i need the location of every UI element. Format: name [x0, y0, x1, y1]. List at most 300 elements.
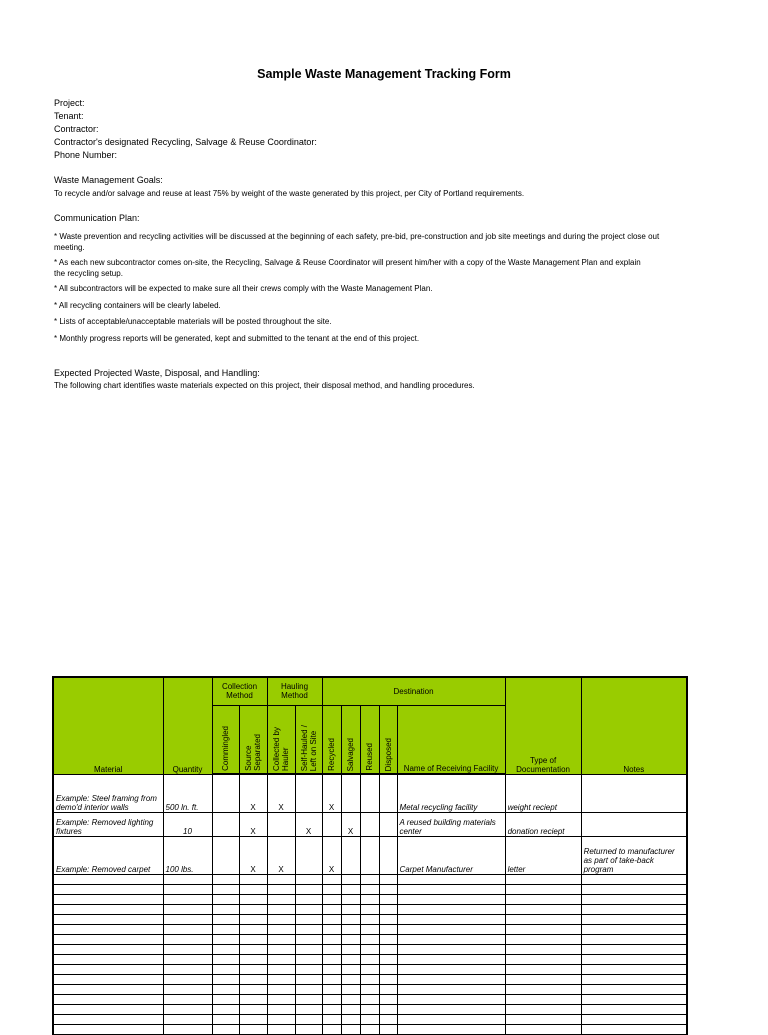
facility-cell[interactable] [397, 994, 505, 1004]
facility-cell[interactable] [397, 884, 505, 894]
recycled-cell[interactable] [322, 924, 341, 934]
source-cell[interactable]: X [239, 812, 267, 836]
recycled-cell[interactable] [322, 974, 341, 984]
notes-cell[interactable] [581, 904, 687, 914]
self-hauled-cell[interactable] [295, 994, 322, 1004]
quantity-cell[interactable] [163, 914, 212, 924]
col-recycled-header: Recycled [322, 705, 341, 774]
collected-cell[interactable] [267, 1004, 295, 1014]
source-cell[interactable] [239, 924, 267, 934]
self-hauled-cell[interactable] [295, 884, 322, 894]
documentation-cell[interactable] [505, 1014, 581, 1024]
recycled-cell[interactable] [322, 1014, 341, 1024]
source-cell[interactable] [239, 944, 267, 954]
disposed-cell[interactable] [379, 904, 397, 914]
facility-cell[interactable]: Carpet Manufacturer [397, 836, 505, 874]
recycled-cell[interactable]: X [322, 774, 341, 812]
self-hauled-cell[interactable] [295, 904, 322, 914]
material-cell[interactable] [53, 1014, 163, 1024]
salvaged-cell[interactable] [341, 774, 360, 812]
collected-cell[interactable] [267, 984, 295, 994]
disposed-cell[interactable] [379, 954, 397, 964]
documentation-cell[interactable] [505, 984, 581, 994]
self-hauled-cell[interactable] [295, 934, 322, 944]
empty-table-row [53, 914, 687, 924]
salvaged-cell[interactable] [341, 836, 360, 874]
notes-cell[interactable] [581, 914, 687, 924]
disposed-cell[interactable] [379, 774, 397, 812]
material-cell[interactable] [53, 904, 163, 914]
collected-cell[interactable] [267, 934, 295, 944]
reused-cell[interactable] [360, 774, 379, 812]
commingled-cell[interactable] [212, 994, 239, 1004]
reused-cell[interactable] [360, 904, 379, 914]
quantity-cell[interactable] [163, 934, 212, 944]
source-cell[interactable] [239, 914, 267, 924]
disposed-cell[interactable] [379, 984, 397, 994]
salvaged-cell[interactable] [341, 914, 360, 924]
material-cell[interactable] [53, 984, 163, 994]
documentation-cell[interactable] [505, 1004, 581, 1014]
communication-item: * All subcontractors will be expected to make sure all their crews comply with the Waste Management Plan. [54, 284, 433, 293]
commingled-cell[interactable] [212, 984, 239, 994]
reused-cell[interactable] [360, 874, 379, 884]
material-cell[interactable] [53, 1024, 163, 1034]
notes-cell[interactable] [581, 924, 687, 934]
commingled-cell[interactable] [212, 1004, 239, 1014]
source-cell[interactable]: X [239, 774, 267, 812]
reused-cell[interactable] [360, 944, 379, 954]
collected-cell[interactable] [267, 924, 295, 934]
commingled-cell[interactable] [212, 914, 239, 924]
communication-item: * Waste prevention and recycling activities will be discussed at the beginning of each safety, pre-bid, pre-construction and job site meetings and during the project close out meeting. [54, 232, 660, 252]
salvaged-cell[interactable] [341, 924, 360, 934]
documentation-cell[interactable] [505, 944, 581, 954]
documentation-cell[interactable] [505, 904, 581, 914]
disposed-cell[interactable] [379, 924, 397, 934]
communication-item: * Monthly progress reports will be generated, kept and submitted to the tenant at the end of this project. [54, 333, 420, 343]
notes-cell[interactable] [581, 774, 687, 812]
quantity-cell[interactable] [163, 994, 212, 1004]
notes-cell[interactable] [581, 934, 687, 944]
contractor-label: Contractor: [54, 124, 99, 134]
empty-table-row [53, 944, 687, 954]
salvaged-cell[interactable] [341, 954, 360, 964]
source-cell[interactable] [239, 884, 267, 894]
empty-table-row [53, 964, 687, 974]
salvaged-cell[interactable] [341, 894, 360, 904]
material-cell[interactable]: Example: Steel framing from demo'd interior walls [53, 774, 163, 812]
waste-tracking-table [52, 676, 688, 1035]
facility-cell[interactable] [397, 944, 505, 954]
commingled-cell[interactable] [212, 774, 239, 812]
recycled-cell[interactable] [322, 874, 341, 884]
recycled-cell[interactable] [322, 994, 341, 1004]
quantity-cell[interactable] [163, 974, 212, 984]
recycled-cell[interactable]: X [322, 836, 341, 874]
communication-section [54, 212, 704, 344]
quantity-cell[interactable] [163, 884, 212, 894]
reused-cell[interactable] [360, 954, 379, 964]
facility-cell[interactable] [397, 874, 505, 884]
salvaged-cell[interactable] [341, 904, 360, 914]
recycled-cell[interactable] [322, 894, 341, 904]
salvaged-cell[interactable] [341, 1004, 360, 1014]
salvaged-cell[interactable] [341, 984, 360, 994]
disposed-cell[interactable] [379, 884, 397, 894]
destination-header: Destination [322, 677, 505, 705]
quantity-cell[interactable]: 10 [163, 812, 212, 836]
collected-cell[interactable] [267, 1014, 295, 1024]
documentation-cell[interactable] [505, 874, 581, 884]
commingled-cell[interactable] [212, 944, 239, 954]
self-hauled-cell[interactable] [295, 944, 322, 954]
reused-cell[interactable] [360, 984, 379, 994]
facility-cell[interactable]: Metal recycling facility [397, 774, 505, 812]
communication-item: * Lists of acceptable/unacceptable materials will be posted throughout the site. [54, 317, 332, 326]
self-hauled-cell[interactable] [295, 774, 322, 812]
documentation-cell[interactable]: donation reciept [505, 812, 581, 836]
col-collected-by-hauler-header: Collected by Hauler [267, 705, 295, 774]
documentation-cell[interactable] [505, 884, 581, 894]
material-cell[interactable]: Example: Removed lighting fixtures [53, 812, 163, 836]
expected-text: The following chart identifies waste materials expected on this project, their disposal method, and handling procedures. [54, 381, 475, 390]
commingled-cell[interactable] [212, 884, 239, 894]
quantity-cell[interactable] [163, 894, 212, 904]
collected-cell[interactable] [267, 964, 295, 974]
recycled-cell[interactable] [322, 944, 341, 954]
page-title: Sample Waste Management Tracking Form [257, 67, 511, 81]
phone-label: Phone Number: [54, 150, 118, 160]
recycled-cell[interactable] [322, 954, 341, 964]
col-quantity-header: Quantity [163, 677, 212, 774]
recycled-cell[interactable] [322, 904, 341, 914]
facility-cell[interactable]: A reused building materials center [397, 812, 505, 836]
material-cell[interactable] [53, 1004, 163, 1014]
commingled-cell[interactable] [212, 836, 239, 874]
commingled-cell[interactable] [212, 812, 239, 836]
source-cell[interactable] [239, 954, 267, 964]
commingled-cell[interactable] [212, 1014, 239, 1024]
facility-cell[interactable] [397, 974, 505, 984]
goals-heading: Waste Management Goals: [54, 175, 163, 185]
disposed-cell[interactable] [379, 974, 397, 984]
material-cell[interactable] [53, 924, 163, 934]
source-cell[interactable] [239, 1014, 267, 1024]
documentation-cell[interactable] [505, 974, 581, 984]
collected-cell[interactable] [267, 874, 295, 884]
quantity-cell[interactable] [163, 984, 212, 994]
self-hauled-cell[interactable] [295, 964, 322, 974]
quantity-cell[interactable] [163, 964, 212, 974]
self-hauled-cell[interactable]: X [295, 812, 322, 836]
source-cell[interactable] [239, 974, 267, 984]
communication-heading: Communication Plan: [54, 213, 140, 223]
recycled-cell[interactable] [322, 984, 341, 994]
source-cell[interactable] [239, 964, 267, 974]
recycled-cell[interactable] [322, 812, 341, 836]
self-hauled-cell[interactable] [295, 1014, 322, 1024]
collected-cell[interactable] [267, 954, 295, 964]
facility-cell[interactable] [397, 984, 505, 994]
collected-cell[interactable] [267, 884, 295, 894]
self-hauled-cell[interactable] [295, 974, 322, 984]
source-cell[interactable] [239, 874, 267, 884]
disposed-cell[interactable] [379, 1014, 397, 1024]
material-cell[interactable] [53, 994, 163, 1004]
disposed-cell[interactable] [379, 934, 397, 944]
coordinator-label: Contractor's designated Recycling, Salvage & Reuse Coordinator: [54, 137, 317, 147]
notes-cell[interactable] [581, 944, 687, 954]
reused-cell[interactable] [360, 964, 379, 974]
collected-cell[interactable]: X [267, 836, 295, 874]
salvaged-cell[interactable]: X [341, 812, 360, 836]
notes-cell[interactable] [581, 894, 687, 904]
documentation-cell[interactable]: weight reciept [505, 774, 581, 812]
self-hauled-cell[interactable] [295, 874, 322, 884]
salvaged-cell[interactable] [341, 1014, 360, 1024]
table-row [53, 812, 687, 836]
empty-table-row [53, 1014, 687, 1024]
disposed-cell[interactable] [379, 964, 397, 974]
notes-cell[interactable] [581, 1014, 687, 1024]
collected-cell[interactable] [267, 894, 295, 904]
reused-cell[interactable] [360, 884, 379, 894]
disposed-cell[interactable] [379, 1024, 397, 1034]
commingled-cell[interactable] [212, 964, 239, 974]
documentation-cell[interactable] [505, 924, 581, 934]
expected-section [54, 367, 704, 392]
quantity-cell[interactable] [163, 874, 212, 884]
documentation-cell[interactable] [505, 894, 581, 904]
material-cell[interactable] [53, 974, 163, 984]
collected-cell[interactable] [267, 974, 295, 984]
commingled-cell[interactable] [212, 954, 239, 964]
collected-cell[interactable]: X [267, 774, 295, 812]
source-cell[interactable] [239, 1024, 267, 1034]
table-row [53, 774, 687, 812]
facility-cell[interactable] [397, 1014, 505, 1024]
salvaged-cell[interactable] [341, 1024, 360, 1034]
self-hauled-cell[interactable] [295, 1004, 322, 1014]
documentation-cell[interactable] [505, 1024, 581, 1034]
collected-cell[interactable] [267, 944, 295, 954]
tenant-label: Tenant: [54, 111, 84, 121]
notes-cell[interactable] [581, 964, 687, 974]
source-cell[interactable] [239, 904, 267, 914]
commingled-cell[interactable] [212, 1024, 239, 1034]
disposed-cell[interactable] [379, 914, 397, 924]
col-documentation-header: Type of Documentation [505, 677, 581, 774]
salvaged-cell[interactable] [341, 944, 360, 954]
documentation-cell[interactable] [505, 994, 581, 1004]
communication-item: * All recycling containers will be clearly labeled. [54, 300, 221, 310]
col-facility-header: Name of Receiving Facility [397, 705, 505, 774]
reused-cell[interactable] [360, 994, 379, 1004]
communication-item: * As each new subcontractor comes on-site, the Recycling, Salvage & Reuse Coordinator will present him/her with a copy of the Waste Management Plan and explain the recycling setup. [54, 258, 641, 278]
reused-cell[interactable] [360, 1014, 379, 1024]
recycled-cell[interactable] [322, 914, 341, 924]
col-commingled-header: Commingled [212, 705, 239, 774]
facility-cell[interactable] [397, 924, 505, 934]
empty-table-row [53, 934, 687, 944]
material-cell[interactable] [53, 934, 163, 944]
reused-cell[interactable] [360, 914, 379, 924]
recycled-cell[interactable] [322, 1004, 341, 1014]
commingled-cell[interactable] [212, 974, 239, 984]
quantity-cell[interactable] [163, 1024, 212, 1034]
salvaged-cell[interactable] [341, 974, 360, 984]
material-cell[interactable] [53, 914, 163, 924]
salvaged-cell[interactable] [341, 884, 360, 894]
hauling-method-header: Hauling Method [267, 677, 322, 705]
empty-table-row [53, 974, 687, 984]
self-hauled-cell[interactable] [295, 954, 322, 964]
table-row [53, 836, 687, 874]
material-cell[interactable] [53, 944, 163, 954]
self-hauled-cell[interactable] [295, 914, 322, 924]
recycled-cell[interactable] [322, 884, 341, 894]
notes-cell[interactable] [581, 884, 687, 894]
reused-cell[interactable] [360, 836, 379, 874]
quantity-cell[interactable]: 100 lbs. [163, 836, 212, 874]
quantity-cell[interactable] [163, 904, 212, 914]
documentation-cell[interactable]: letter [505, 836, 581, 874]
notes-cell[interactable] [581, 974, 687, 984]
source-cell[interactable] [239, 894, 267, 904]
empty-table-row [53, 874, 687, 884]
collected-cell[interactable] [267, 994, 295, 1004]
salvaged-cell[interactable] [341, 934, 360, 944]
recycled-cell[interactable] [322, 934, 341, 944]
quantity-cell[interactable] [163, 924, 212, 934]
facility-cell[interactable] [397, 894, 505, 904]
collected-cell[interactable] [267, 812, 295, 836]
material-cell[interactable] [53, 874, 163, 884]
notes-cell[interactable] [581, 874, 687, 884]
self-hauled-cell[interactable] [295, 984, 322, 994]
quantity-cell[interactable] [163, 1014, 212, 1024]
goals-text: To recycle and/or salvage and reuse at least 75% by weight of the waste generated by this project, per City of Portland requirements. [54, 189, 525, 198]
disposed-cell[interactable] [379, 1004, 397, 1014]
salvaged-cell[interactable] [341, 964, 360, 974]
disposed-cell[interactable] [379, 894, 397, 904]
reused-cell[interactable] [360, 924, 379, 934]
empty-table-row [53, 984, 687, 994]
notes-cell[interactable] [581, 812, 687, 836]
commingled-cell[interactable] [212, 874, 239, 884]
self-hauled-cell[interactable] [295, 924, 322, 934]
quantity-cell[interactable] [163, 1004, 212, 1014]
facility-cell[interactable] [397, 934, 505, 944]
self-hauled-cell[interactable] [295, 1024, 322, 1034]
notes-cell[interactable] [581, 994, 687, 1004]
col-self-hauled-header: Self-Hauled / Left on Site [295, 705, 322, 774]
reused-cell[interactable] [360, 894, 379, 904]
notes-cell[interactable]: Returned to manufacturer as part of take-back program [581, 836, 687, 874]
collected-cell[interactable] [267, 1024, 295, 1034]
source-cell[interactable] [239, 984, 267, 994]
source-cell[interactable] [239, 934, 267, 944]
material-cell[interactable] [53, 954, 163, 964]
material-cell[interactable] [53, 884, 163, 894]
empty-table-row [53, 1004, 687, 1014]
salvaged-cell[interactable] [341, 874, 360, 884]
col-material-header: Material [53, 677, 163, 774]
reused-cell[interactable] [360, 812, 379, 836]
commingled-cell[interactable] [212, 924, 239, 934]
recycled-cell[interactable] [322, 964, 341, 974]
project-info [54, 97, 704, 162]
collected-cell[interactable] [267, 904, 295, 914]
self-hauled-cell[interactable] [295, 836, 322, 874]
material-cell[interactable]: Example: Removed carpet [53, 836, 163, 874]
notes-cell[interactable] [581, 984, 687, 994]
disposed-cell[interactable] [379, 944, 397, 954]
empty-table-row [53, 994, 687, 1004]
expected-heading: Expected Projected Waste, Disposal, and Handling: [54, 368, 260, 378]
project-label: Project: [54, 98, 85, 108]
col-source-separated-header: Source Separated [239, 705, 267, 774]
reused-cell[interactable] [360, 974, 379, 984]
source-cell[interactable] [239, 994, 267, 1004]
disposed-cell[interactable] [379, 994, 397, 1004]
documentation-cell[interactable] [505, 914, 581, 924]
facility-cell[interactable] [397, 954, 505, 964]
salvaged-cell[interactable] [341, 994, 360, 1004]
empty-table-row [53, 904, 687, 914]
reused-cell[interactable] [360, 1024, 379, 1034]
disposed-cell[interactable] [379, 874, 397, 884]
quantity-cell[interactable]: 500 ln. ft. [163, 774, 212, 812]
empty-table-row [53, 884, 687, 894]
facility-cell[interactable] [397, 1004, 505, 1014]
quantity-cell[interactable] [163, 944, 212, 954]
material-cell[interactable] [53, 894, 163, 904]
commingled-cell[interactable] [212, 904, 239, 914]
col-reused-header: Reused [360, 705, 379, 774]
collected-cell[interactable] [267, 914, 295, 924]
col-notes-header: Notes [581, 677, 687, 774]
recycled-cell[interactable] [322, 1024, 341, 1034]
quantity-cell[interactable] [163, 954, 212, 964]
notes-cell[interactable] [581, 954, 687, 964]
disposed-cell[interactable] [379, 812, 397, 836]
source-cell[interactable] [239, 1004, 267, 1014]
source-cell[interactable]: X [239, 836, 267, 874]
facility-cell[interactable] [397, 1024, 505, 1034]
commingled-cell[interactable] [212, 894, 239, 904]
documentation-cell[interactable] [505, 954, 581, 964]
empty-table-row [53, 894, 687, 904]
empty-table-row [53, 954, 687, 964]
self-hauled-cell[interactable] [295, 894, 322, 904]
commingled-cell[interactable] [212, 934, 239, 944]
notes-cell[interactable] [581, 1024, 687, 1034]
disposed-cell[interactable] [379, 836, 397, 874]
facility-cell[interactable] [397, 904, 505, 914]
notes-cell[interactable] [581, 1004, 687, 1014]
documentation-cell[interactable] [505, 934, 581, 944]
facility-cell[interactable] [397, 914, 505, 924]
empty-table-row [53, 1024, 687, 1034]
documentation-cell[interactable] [505, 964, 581, 974]
reused-cell[interactable] [360, 934, 379, 944]
material-cell[interactable] [53, 964, 163, 974]
facility-cell[interactable] [397, 964, 505, 974]
goals-section [54, 174, 704, 200]
reused-cell[interactable] [360, 1004, 379, 1014]
